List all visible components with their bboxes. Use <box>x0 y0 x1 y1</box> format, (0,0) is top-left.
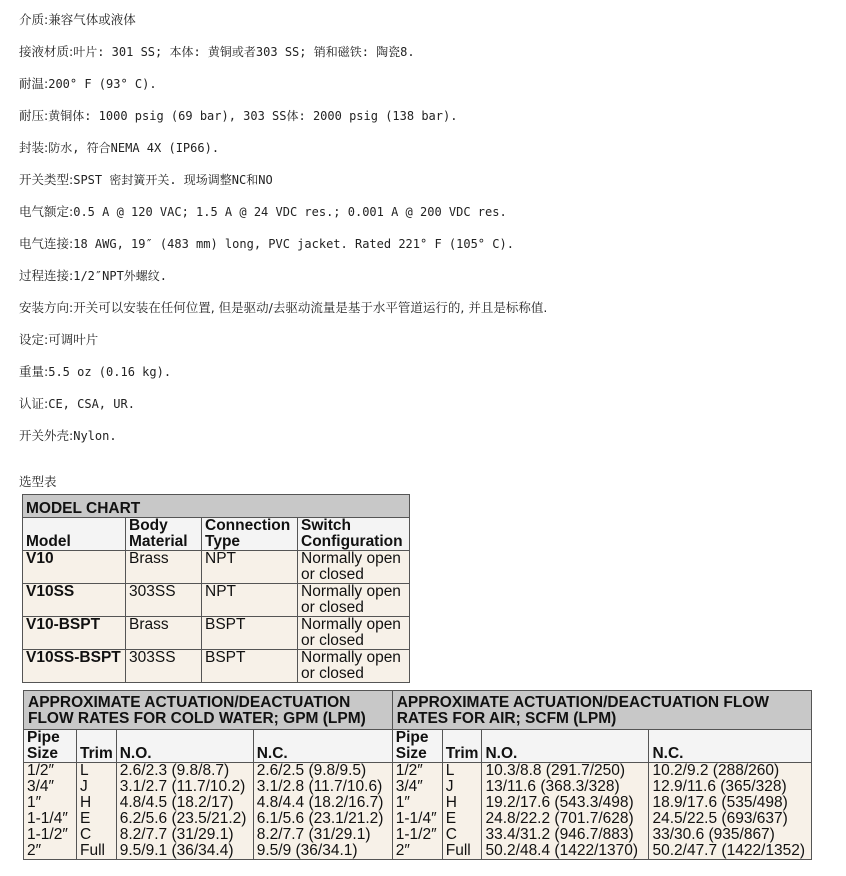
header-pipe-size: Pipe Size <box>24 730 77 763</box>
spec-switch-type: 开关类型:SPST 密封簧开关. 现场调整NC和NO <box>19 172 273 187</box>
spec-medium: 介质:兼容气体或液体 <box>19 12 136 27</box>
pipe-size-cell: 1-1/2″ <box>24 827 77 843</box>
trim-cell: C <box>77 827 117 843</box>
pipe-size-cell: 1″ <box>24 795 77 811</box>
nc-flow-cell: 6.1/5.6 (23.1/21.2) <box>253 811 392 827</box>
header-no: N.O. <box>482 730 649 763</box>
pipe-size-cell: 3/4″ <box>24 779 77 795</box>
trim-cell: H <box>77 795 117 811</box>
nc-flow-cell: 12.9/11.6 (365/328) <box>649 779 812 795</box>
no-flow-cell: 6.2/5.6 (23.5/21.2) <box>116 811 253 827</box>
flow-rate-table <box>23 690 812 860</box>
material-cell: 303SS <box>126 584 202 617</box>
header-nc: N.C. <box>253 730 392 763</box>
header-trim: Trim <box>77 730 117 763</box>
trim-cell: Full <box>77 843 117 860</box>
header-switch-configuration: Switch Configuration <box>298 518 410 551</box>
nc-flow-cell: 24.5/22.5 (693/637) <box>649 811 812 827</box>
material-cell: Brass <box>126 617 202 650</box>
model-cell: V10 <box>23 551 126 584</box>
model-cell: V10SS <box>23 584 126 617</box>
table-row <box>24 827 812 843</box>
model-chart-title: MODEL CHART <box>23 495 410 518</box>
pipe-size-cell: 2″ <box>24 843 77 860</box>
water-flow-title: APPROXIMATE ACTUATION/DEACTUATION FLOW RATES FOR COLD WATER; GPM (LPM) <box>24 691 393 730</box>
pipe-size-cell: 1/2″ <box>24 763 77 780</box>
table-row <box>23 584 410 617</box>
pipe-size-cell: 1″ <box>392 795 442 811</box>
nc-flow-cell: 8.2/7.7 (31/29.1) <box>253 827 392 843</box>
trim-cell: J <box>442 779 482 795</box>
pipe-size-cell: 1-1/2″ <box>392 827 442 843</box>
material-cell: 303SS <box>126 650 202 683</box>
spec-approvals: 认证:CE, CSA, UR. <box>19 396 135 411</box>
spec-mounting: 安装方向:开关可以安装在任何位置, 但是驱动/去驱动流量是基于水平管道运行的, 并且是标称值. <box>19 300 548 315</box>
header-trim: Trim <box>442 730 482 763</box>
model-chart-table <box>22 494 410 683</box>
nc-flow-cell: 9.5/9 (36/34.1) <box>253 843 392 860</box>
no-flow-cell: 24.8/22.2 (701.7/628) <box>482 811 649 827</box>
table-row <box>23 617 410 650</box>
pipe-size-cell: 3/4″ <box>392 779 442 795</box>
spec-housing: 开关外壳:Nylon. <box>19 428 117 443</box>
trim-cell: L <box>77 763 117 780</box>
table-row <box>24 779 812 795</box>
header-nc: N.C. <box>649 730 812 763</box>
spec-wetted-materials: 接液材质:叶片: 301 SS; 本体: 黄铜或者303 SS; 销和磁铁: 陶瓷8. <box>19 44 415 59</box>
header-body-material: Body Material <box>126 518 202 551</box>
switch-config-cell: Normally open or closed <box>298 617 410 650</box>
switch-config-cell: Normally open or closed <box>298 650 410 683</box>
trim-cell: E <box>442 811 482 827</box>
pipe-size-cell: 1-1/4″ <box>24 811 77 827</box>
trim-cell: H <box>442 795 482 811</box>
no-flow-cell: 33.4/31.2 (946.7/883) <box>482 827 649 843</box>
no-flow-cell: 13/11.6 (368.3/328) <box>482 779 649 795</box>
header-model: Model <box>23 518 126 551</box>
spec-weight: 重量:5.5 oz (0.16 kg). <box>19 364 172 379</box>
no-flow-cell: 3.1/2.7 (11.7/10.2) <box>116 779 253 795</box>
connection-cell: NPT <box>202 584 298 617</box>
nc-flow-cell: 4.8/4.4 (18.2/16.7) <box>253 795 392 811</box>
spec-electrical-rating: 电气额定:0.5 A @ 120 VAC; 1.5 A @ 24 VDC res.; 0.001 A @ 200 VDC res. <box>19 204 507 219</box>
switch-config-cell: Normally open or closed <box>298 551 410 584</box>
nc-flow-cell: 33/30.6 (935/867) <box>649 827 812 843</box>
no-flow-cell: 10.3/8.8 (291.7/250) <box>482 763 649 780</box>
connection-cell: BSPT <box>202 650 298 683</box>
nc-flow-cell: 2.6/2.5 (9.8/9.5) <box>253 763 392 780</box>
table-row <box>24 843 812 860</box>
pipe-size-cell: 2″ <box>392 843 442 860</box>
header-no: N.O. <box>116 730 253 763</box>
table-row <box>23 650 410 683</box>
no-flow-cell: 8.2/7.7 (31/29.1) <box>116 827 253 843</box>
spec-setpoint: 设定:可调叶片 <box>19 332 99 347</box>
no-flow-cell: 2.6/2.3 (9.8/8.7) <box>116 763 253 780</box>
trim-cell: L <box>442 763 482 780</box>
pipe-size-cell: 1/2″ <box>392 763 442 780</box>
connection-cell: NPT <box>202 551 298 584</box>
trim-cell: E <box>77 811 117 827</box>
connection-cell: BSPT <box>202 617 298 650</box>
header-connection-type: Connection Type <box>202 518 298 551</box>
air-flow-title: APPROXIMATE ACTUATION/DEACTUATION FLOW RATES FOR AIR; SCFM (LPM) <box>392 691 811 730</box>
trim-cell: C <box>442 827 482 843</box>
no-flow-cell: 50.2/48.4 (1422/1370) <box>482 843 649 860</box>
no-flow-cell: 19.2/17.6 (543.3/498) <box>482 795 649 811</box>
spec-pressure: 耐压:黄铜体: 1000 psig (69 bar), 303 SS体: 2000 psig (138 bar). <box>19 108 458 123</box>
table-caption: 选型表 <box>19 474 57 489</box>
nc-flow-cell: 10.2/9.2 (288/260) <box>649 763 812 780</box>
switch-config-cell: Normally open or closed <box>298 584 410 617</box>
no-flow-cell: 9.5/9.1 (36/34.4) <box>116 843 253 860</box>
table-row <box>24 811 812 827</box>
model-cell: V10SS-BSPT <box>23 650 126 683</box>
no-flow-cell: 4.8/4.5 (18.2/17) <box>116 795 253 811</box>
nc-flow-cell: 50.2/47.7 (1422/1352) <box>649 843 812 860</box>
spec-process-connection: 过程连接:1/2″NPT外螺纹. <box>19 268 168 283</box>
material-cell: Brass <box>126 551 202 584</box>
table-row <box>24 795 812 811</box>
trim-cell: J <box>77 779 117 795</box>
header-pipe-size: Pipe Size <box>392 730 442 763</box>
nc-flow-cell: 18.9/17.6 (535/498) <box>649 795 812 811</box>
model-cell: V10-BSPT <box>23 617 126 650</box>
table-row <box>24 763 812 780</box>
trim-cell: Full <box>442 843 482 860</box>
nc-flow-cell: 3.1/2.8 (11.7/10.6) <box>253 779 392 795</box>
spec-temperature: 耐温:200° F (93° C). <box>19 76 157 91</box>
pipe-size-cell: 1-1/4″ <box>392 811 442 827</box>
table-row <box>23 551 410 584</box>
spec-electrical-connection: 电气连接:18 AWG, 19″ (483 mm) long, PVC jacket. Rated 221° F (105° C). <box>19 236 514 251</box>
spec-enclosure: 封装:防水, 符合NEMA 4X (IP66). <box>19 140 220 155</box>
